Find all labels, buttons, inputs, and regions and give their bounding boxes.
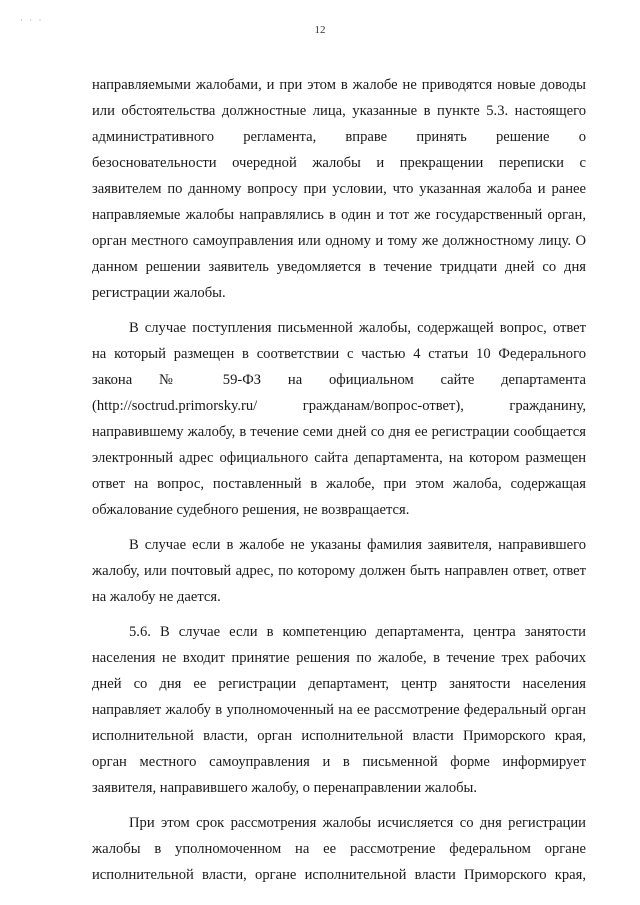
- paragraph-missing-surname: В случае если в жалобе не указаны фамилия заявителя, направившего жалобу, или почтовый адрес, по которому должен быть направлен ответ, ответ на жалобу не дается.: [92, 537, 586, 605]
- paragraph-published-answer: В случае поступления письменной жалобы, содержащей вопрос, ответ на который размещен в соответствии с частью 4 статьи 10 Федерального закона № 59-ФЗ на официальном сайте департамента (http://soctrud.primorsky.ru/ гражданам/вопрос-ответ), гражданину, направившему жалобу, в течение семи дней со дня ее регистрации сообщается электронный адрес официального сайта департамента, на котором размещен ответ на вопрос, поставленный в жалобе, при этом жалоба, содержащая обжалование судебного решения, не возвращается.: [92, 320, 586, 518]
- scan-corner-mark: · · ·: [20, 15, 44, 25]
- paragraph-continuation: направляемыми жалобами, и при этом в жалобе не приводятся новые доводы или обстоятельства должностные лица, указанные в пункте 5.3. настоящего административного регламента, вправе принять решение о безосновательности очередной жалобы и прекращении переписки с заявителем по данному вопросу при условии, что указанная жалоба и ранее направляемые жалобы направлялись в один и тот же государственный орган, орган местного самоуправления или одному и тому же должностному лицу. О данном решении заявитель уведомляется в течение тридцати дней со дня регистрации жалобы.: [92, 77, 586, 301]
- paragraph-review-period: При этом срок рассмотрения жалобы исчисляется со дня регистрации жалобы в уполномоченном на ее рассмотрение федеральном органе исполнительной власти, органе исполнительной власти Приморского края,: [92, 815, 586, 883]
- page-number: 12: [314, 24, 326, 36]
- document-body: [92, 72, 586, 888]
- paragraph-section-5-6: 5.6. В случае если в компетенцию департамента, центра занятости населения не входит принятие решения по жалобе, в течение трех рабочих дней со дня ее регистрации департамент, центр занятости населения направляет жалобу в уполномоченный на ее рассмотрение федеральный орган исполнительной власти, орган исполнительной власти Приморского края, орган местного самоуправления и в письменной форме информирует заявителя, направившего жалобу, о перенаправлении жалобы.: [92, 624, 586, 796]
